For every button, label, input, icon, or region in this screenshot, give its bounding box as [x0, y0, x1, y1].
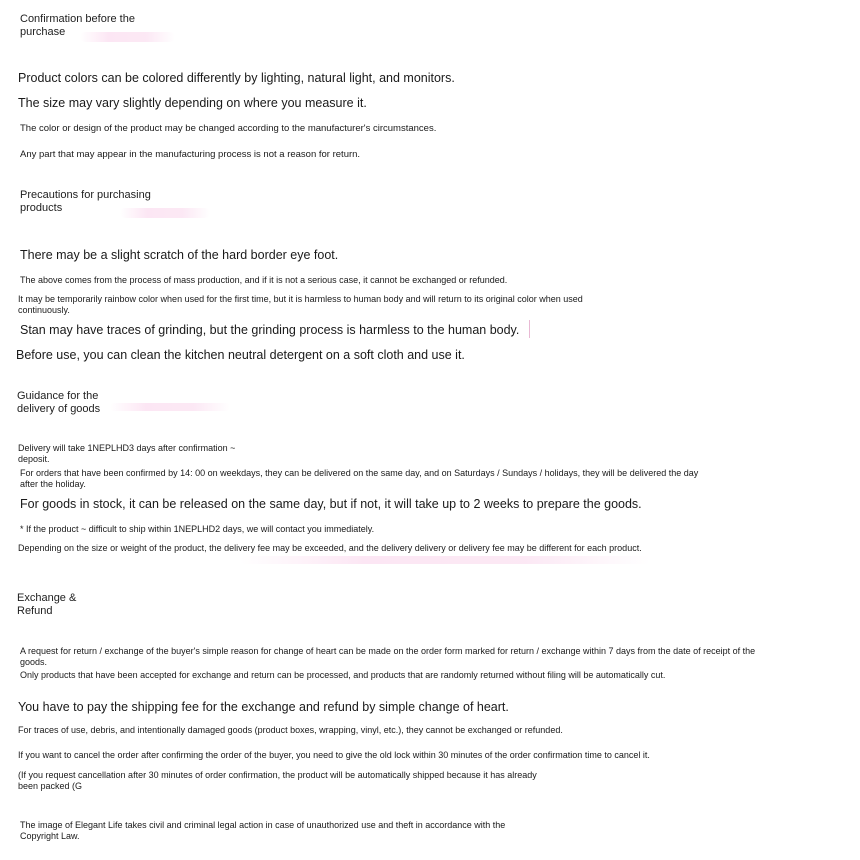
list-item: A request for return / exchange of the buyer's simple reason for change of heart can be made on the order form marked for return / exchange within 7 days from the date of receipt of the goods.	[20, 646, 756, 667]
section-heading-exchange: Exchange & Refund	[17, 592, 77, 618]
list-item: For traces of use, debris, and intentionally damaged goods (product boxes, wrapping, vinyl, etc.), they cannot be exchanged or refunded.	[18, 725, 563, 735]
list-item: * If the product ~ difficult to ship within 1NEPLHD2 days, we will contact you immediately.	[20, 524, 375, 534]
list-item: The color or design of the product may be changed according to the manufacturer's circumstances.	[20, 123, 437, 134]
copyright-notice: The image of Elegant Life takes civil and criminal legal action in case of unauthorized use and theft in accordance with the Copyright Law.	[20, 820, 506, 841]
list-item: You have to pay the shipping fee for the exchange and refund by simple change of heart.	[18, 700, 509, 714]
section-heading-confirmation: Confirmation before the purchase	[20, 13, 135, 39]
list-item: Product colors can be colored differently by lighting, natural light, and monitors.	[18, 71, 455, 85]
list-item: Depending on the size or weight of the product, the delivery fee may be exceeded, and the delivery delivery or delivery fee may be different for each product.	[18, 543, 642, 553]
list-item: Before use, you can clean the kitchen neutral detergent on a soft cloth and use it.	[16, 348, 465, 362]
list-item: If you want to cancel the order after confirming the order of the buyer, you need to give the old lock within 30 minutes of the order confirmation time to cancel it.	[18, 750, 650, 760]
list-item: It may be temporarily rainbow color when used for the first time, but it is harmless to human body and will return to its original color when used continuously.	[18, 294, 583, 315]
section-heading-delivery: Guidance for the delivery of goods	[17, 390, 101, 416]
list-item: (If you request cancellation after 30 minutes of order confirmation, the product will be automatically shipped because it has already been packed (G	[18, 770, 537, 791]
list-item: For goods in stock, it can be released on the same day, but if not, it will take up to 2 weeks to prepare the goods.	[20, 497, 642, 511]
decorative-smudge	[240, 556, 650, 564]
list-item: The above comes from the process of mass production, and if it is not a serious case, it cannot be exchanged or refunded.	[20, 275, 508, 285]
list-item: For orders that have been confirmed by 14: 00 on weekdays, they can be delivered on the same day, and on Saturdays / Sundays / holidays, they will be delivered the day after the holiday.	[20, 468, 699, 489]
list-item: Stan may have traces of grinding, but the grinding process is harmless to the human body.	[20, 323, 520, 337]
section-heading-precautions: Precautions for purchasing products	[20, 189, 151, 215]
list-item: There may be a slight scratch of the hard border eye foot.	[20, 248, 339, 262]
list-item: Any part that may appear in the manufacturing process is not a reason for return.	[20, 149, 361, 160]
list-item: Only products that have been accepted for exchange and return can be processed, and products that are randomly returned without filing will be automatically cut.	[20, 670, 666, 680]
list-item: The size may vary slightly depending on where you measure it.	[18, 96, 367, 110]
list-item: Delivery will take 1NEPLHD3 days after confirmation ~ deposit.	[18, 443, 236, 464]
